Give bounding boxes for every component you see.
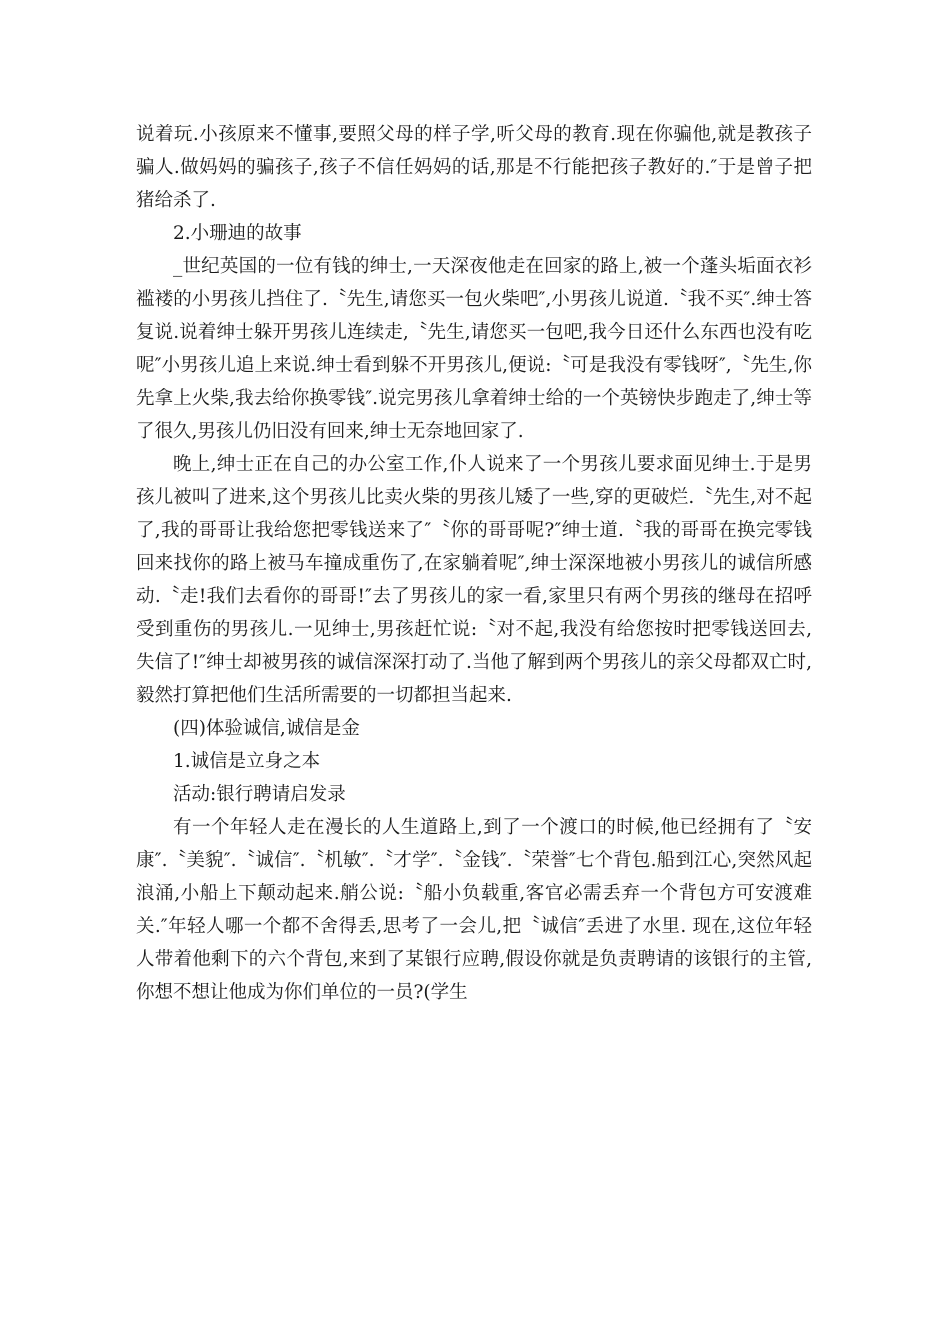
subsection-heading-foundation: 1.诚信是立身之本 — [173, 751, 321, 772]
paragraph-young-man-story: 有一个年轻人走在漫长的人生道路上,到了一个渡口的时候,他已经拥有了〝安康″.〝美貌″.〝诚信″.〝机敏″.〝才学″.〝金钱″.〝荣誉″七个背包.船到江心,突然风起浪涌,小船上下颠动起来.艄公说:〝船小负载重,客官必需丢弃一个背包方可安渡难关.″年轻人哪一个都不舍得丢,思考了一会儿,把〝诚信″丢进了水里. 现在,这位年轻人带着他剩下的六个背包,来到了某银行应聘,假设你就是负责聘请的该银行的主管,你想不想让他成为你们单位的一员?(学生 — [136, 817, 812, 1003]
paragraph-sandy-story-part1: _世纪英国的一位有钱的绅士,一天深夜他走在回家的路上,被一个蓬头垢面衣衫褴褛的小男孩儿挡住了.〝先生,请您买一包火柴吧″,小男孩儿说道.〝我不买″.绅士答复说.说着绅士躲开男孩儿连续走,〝先生,请您买一包吧,我今日还什么东西也没有吃呢″小男孩儿追上来说.绅士看到躲不开男孩儿,便说:〝可是我没有零钱呀″,〝先生,你先拿上火柴,我去给你换零钱″.说完男孩儿拿着绅士给的一个英镑快步跑走了,绅士等了很久,男孩儿仍旧没有回来,绅士无奈地回家了. — [136, 256, 812, 442]
document-page — [136, 118, 812, 1009]
paragraph-zengzi-ending: 说着玩.小孩原来不懂事,要照父母的样子学,听父母的教育.现在你骗他,就是教孩子骗人.做妈妈的骗孩子,孩子不信任妈妈的话,那是不行能把孩子教好的.″于是曾子把猪给杀了. — [136, 124, 812, 211]
paragraph-sandy-story-part2: 晚上,绅士正在自己的办公室工作,仆人说来了一个男孩儿要求面见绅士.于是男孩儿被叫了进来,这个男孩儿比卖火柴的男孩儿矮了一些,穿的更破烂.〝先生,对不起了,我的哥哥让我给您把零钱送来了″〝你的哥哥呢?″绅士道.〝我的哥哥在换完零钱回来找你的路上被马车撞成重伤了,在家躺着呢″,绅士深深地被小男孩儿的诚信所感动.〝走!我们去看你的哥哥!″去了男孩儿的家一看,家里只有两个男孩的继母在招呼受到重伤的男孩儿.一见绅士,男孩赶忙说:〝对不起,我没有给您按时把零钱送回去,失信了!″绅士却被男孩的诚信深深打动了.当他了解到两个男孩儿的亲父母都双亡时,毅然打算把他们生活所需要的一切都担当起来. — [136, 454, 812, 706]
section-heading-experience-honesty: (四)体验诚信,诚信是金 — [173, 718, 360, 739]
section-heading-sandy-story: 2.小珊迪的故事 — [173, 223, 302, 244]
activity-heading-bank-hiring: 活动:银行聘请启发录 — [173, 784, 346, 805]
